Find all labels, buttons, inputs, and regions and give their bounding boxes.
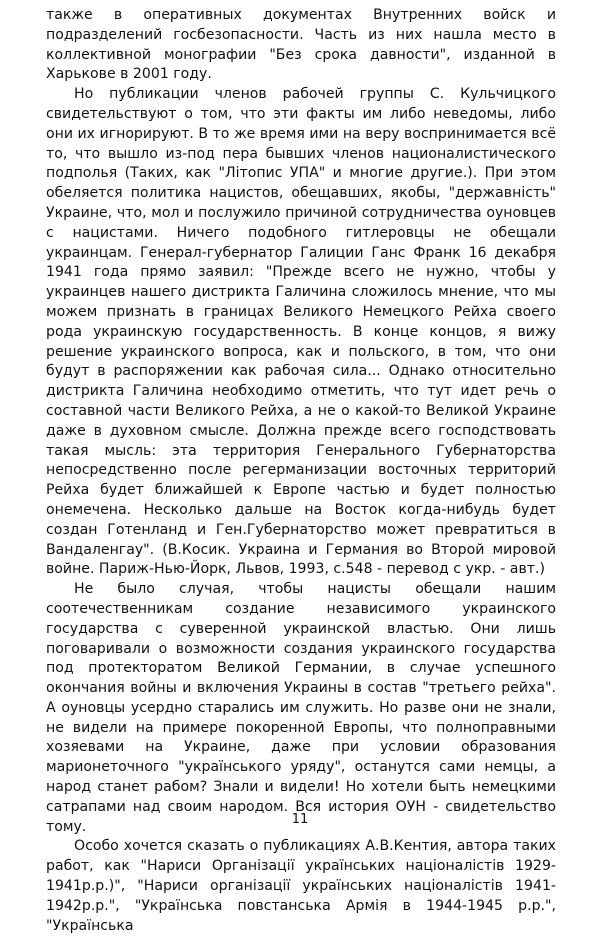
paragraph-continuation: также в оперативных документах Внутренних войск и подразделений госбезопасности. Часть из них нашла место в коллективной монографии "Без срока давности", изданной в Харькове в 2001 году. [46, 7, 556, 83]
paragraph-kulchitsky: Но публикации членов рабочей группы С. Кульчицкого свидетельствуют о том, что эти факты им либо неведомы, либо они их игнорируют. В то же время ими на веру воспринимается всё то, что вышло из-под пера бывших членов националистического подполья (Таких, как "Літопис УПА" и многие другие.). При этом обеляется политика нацистов, обещавших, якобы, "державність" Украине, что, мол и послужило причиной сотрудничества оуновцев с нацистами. Ничего подобного гитлеровцы не обещали украинцам. Генерал-губернатор Галиции Ганс Франк 16 декабря 1941 года прямо заявил: "Прежде всего не нужно, чтобы у украинцев нашего дистрикта Галичина сложилось мнение, что мы можем признать в границах Великого Немецкого Рейха своего рода украинскую государственность. В конце концов, я вижу решение украинского вопроса, как и польского, в том, что они будут в распоряжении как рабочая сила... Однако относительно дистрикта Галичина необходимо отметить, что тут идет речь о составной части Великого Рейха, а не о какой-то Великой Украине даже в духовном смысле. Должна прежде всего господствовать такая мысль: эта территория Генерального Губернаторства непосредственно после регерманизации восточных территорий Рейха будет ближайшей к Европе частью и будет полностью онемечена. Несколько дальше на Восток когда-нибудь будет создан Готенланд и Ген.Губернаторство может превратиться в Вандаленгау". (В.Косик. Украина и Германия во Второй мировой войне. Париж-Нью-Йорк, Львов, 1993, с.548 - перевод с укр. - авт.) [46, 86, 556, 578]
paragraph-nazi-promises: Не было случая, чтобы нацисты обещали нашим соотечественникам создание независимого украинского государства с суверенной украинской властью. Они лишь поговаривали о возможности создания украинского государства под протекторатом Великой Германии, в случае успешного окончания войны и включения Украины в состав "третьего рейха". А оуновцы усердно старались им служить. Но разве они не знали, не видели на примере покоренной Европы, что полноправными хозяевами на Украине, даже при условии образования марионеточного "українського уряду", останутся сами немцы, а народ станет рабом? Знали и видели! Но хотели быть немецкими сатрапами над своим народом. Вся история ОУН - свидетельство тому. [46, 581, 556, 835]
body-text [46, 6, 556, 936]
page-number: 11 [291, 812, 309, 827]
paragraph-kentiy: Особо хочется сказать о публикациях А.В.Кентия, автора таких работ, как "Нариси Організації українських націоналістів 1929-1941р.р.)", "Нариси організації українських націоналістів 1941-1942р.р.", "Українська повстанська Армія в 1944-1945 р.р.", "Українська [46, 838, 556, 934]
